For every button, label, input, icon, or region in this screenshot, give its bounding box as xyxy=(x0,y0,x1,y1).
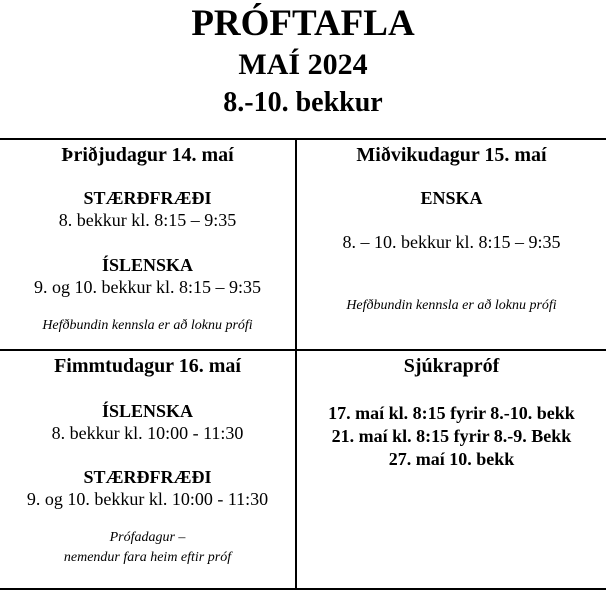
exam-subject: STÆRÐFRÆÐI xyxy=(83,188,212,208)
cell-wednesday xyxy=(297,141,606,350)
cell-tuesday xyxy=(0,141,295,350)
section-heading: Sjúkrapróf xyxy=(403,355,500,377)
page-subtitle-grades: 8.-10. bekkur xyxy=(223,87,383,118)
note: Hefðbundin kennsla er að loknu prófi xyxy=(346,298,557,313)
exam-time: 9. og 10. bekkur kl. 8:15 – 9:35 xyxy=(34,277,261,297)
table-top-border xyxy=(0,138,606,140)
exam-time: 9. og 10. bekkur kl. 10:00 - 11:30 xyxy=(26,489,269,509)
page-subtitle-month: MAÍ 2024 xyxy=(238,48,368,81)
exam-time: 8. bekkur kl. 10:00 - 11:30 xyxy=(51,423,244,443)
exam-time: 8. – 10. bekkur kl. 8:15 – 9:35 xyxy=(342,232,561,252)
exam-subject: ÍSLENSKA xyxy=(101,401,194,421)
day-heading: Fimmtudagur 16. maí xyxy=(54,355,241,377)
sick-exam-line: 27. maí 10. bekk xyxy=(388,449,515,469)
cell-sick-exams xyxy=(297,352,606,589)
sick-exam-line: 21. maí kl. 8:15 fyrir 8.-9. Bekk xyxy=(331,426,572,446)
cell-thursday xyxy=(0,352,295,589)
page-title: PRÓFTAFLA xyxy=(191,3,415,44)
day-heading: Þriðjudagur 14. maí xyxy=(61,144,234,166)
note: Hefðbundin kennsla er að loknu prófi xyxy=(42,318,253,333)
note-line: nemendur fara heim eftir próf xyxy=(63,550,232,565)
sick-exam-line: 17. maí kl. 8:15 fyrir 8.-10. bekk xyxy=(328,403,575,423)
exam-time: 8. bekkur kl. 8:15 – 9:35 xyxy=(58,210,237,230)
day-heading: Miðvikudagur 15. maí xyxy=(356,144,547,166)
note-line: Prófadagur – xyxy=(109,530,186,545)
exam-subject: ÍSLENSKA xyxy=(101,255,194,275)
exam-subject: STÆRÐFRÆÐI xyxy=(83,467,212,487)
exam-subject: ENSKA xyxy=(420,188,483,208)
